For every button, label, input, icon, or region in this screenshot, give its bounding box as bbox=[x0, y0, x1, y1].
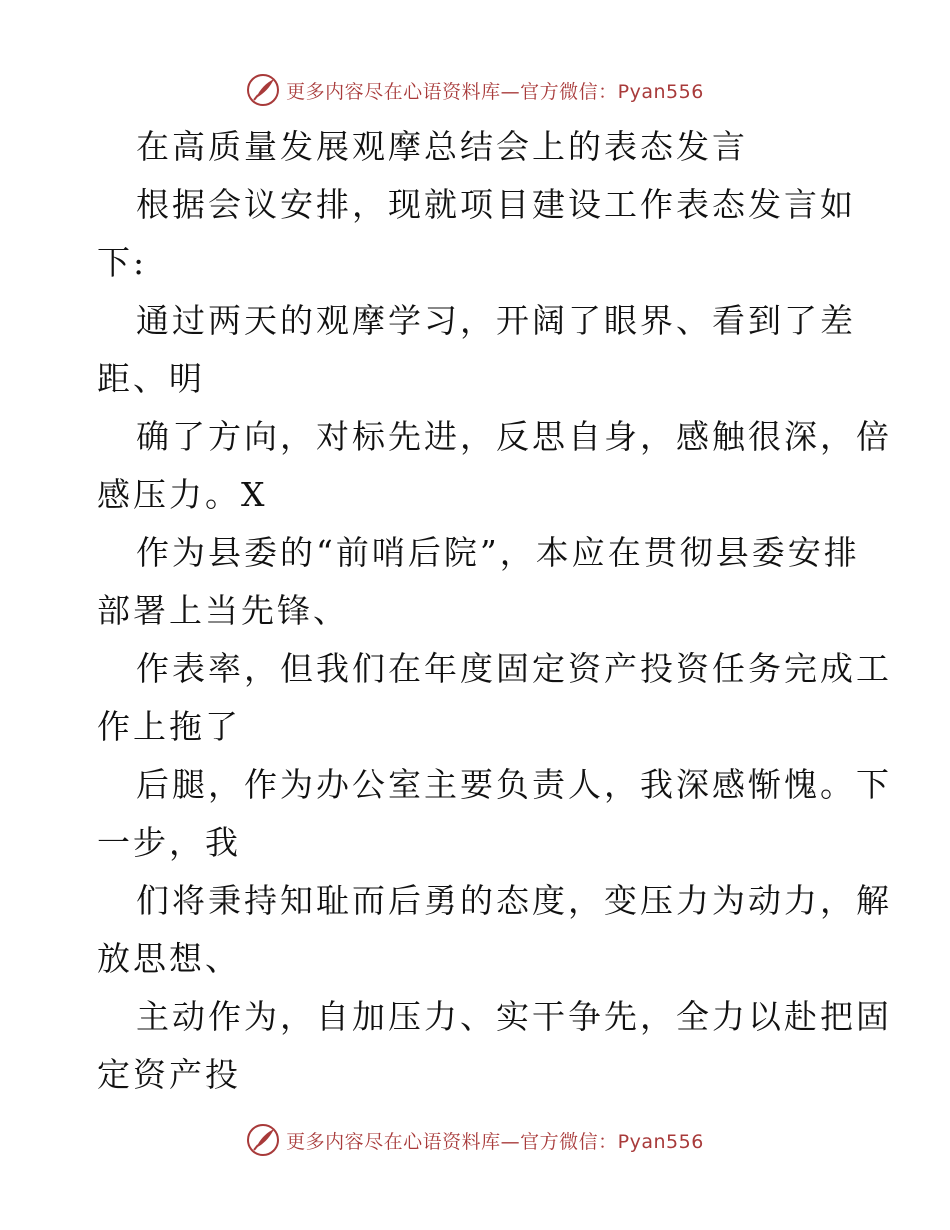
paragraph-line: 作表率，但我们在年度固定资产投资任务完成工 bbox=[136, 649, 892, 688]
paragraph-line: 确了方向，对标先进，反思自身，感触很深，倍 bbox=[136, 417, 892, 456]
paragraph-line: 作上拖了 bbox=[97, 707, 241, 746]
document-title: 在高质量发展观摩总结会上的表态发言 bbox=[136, 127, 748, 166]
paragraph-line: 作为县委的“前哨后院”，本应在贯彻县委安排 bbox=[136, 533, 860, 572]
paragraph-line: 部署上当先锋、 bbox=[97, 591, 349, 630]
paragraph-line: 感压力。X bbox=[97, 475, 268, 514]
paragraph-line: 们将秉持知耻而后勇的态度，变压力为动力，解 bbox=[136, 881, 892, 920]
paragraph-line: 距、明 bbox=[97, 359, 205, 398]
paragraph-line: 下: bbox=[97, 243, 148, 282]
watermark-text: 更多内容尽在心语资料库—官方微信：Pyan556 bbox=[286, 80, 704, 103]
quill-pen-icon bbox=[246, 73, 280, 107]
watermark-text: 更多内容尽在心语资料库—官方微信：Pyan556 bbox=[286, 1130, 704, 1153]
paragraph-line: 根据会议安排，现就项目建设工作表态发言如 bbox=[136, 185, 856, 224]
paragraph-line: 后腿，作为办公室主要负责人，我深感惭愧。下 bbox=[136, 765, 892, 804]
quill-pen-icon bbox=[246, 1123, 280, 1157]
paragraph-line: 通过两天的观摩学习，开阔了眼界、看到了差 bbox=[136, 301, 856, 340]
paragraph-line: 定资产投 bbox=[97, 1055, 241, 1094]
paragraph-line: 主动作为，自加压力、实干争先，全力以赴把固 bbox=[136, 997, 892, 1036]
paragraph-line: 放思想、 bbox=[97, 939, 241, 978]
header-watermark bbox=[0, 70, 950, 110]
paragraph-line: 一步，我 bbox=[97, 823, 241, 862]
footer-watermark bbox=[0, 1120, 950, 1160]
